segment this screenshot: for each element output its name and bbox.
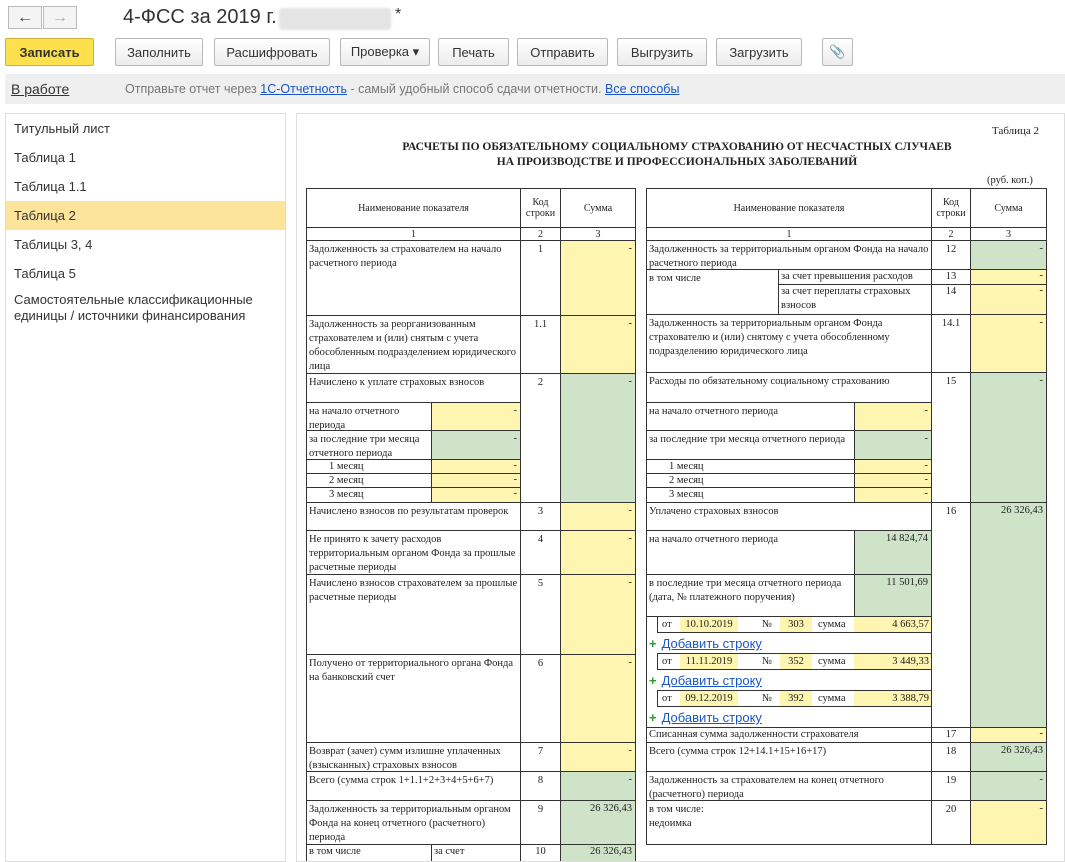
sidebar-item-table-2[interactable]: Таблица 2 xyxy=(6,201,285,230)
col-number-3: 3 xyxy=(560,227,636,241)
row-15-sum xyxy=(970,372,1047,503)
row-15-month-1-input[interactable] xyxy=(854,459,932,474)
add-row-3-link[interactable]: Добавить строку xyxy=(661,710,762,725)
payment-row-3 xyxy=(657,690,932,707)
units-label: (руб. коп.) xyxy=(987,175,1033,186)
row-14-1-sum-value: - xyxy=(1039,317,1043,328)
row-18-sum-value: 26 326,43 xyxy=(1001,745,1043,756)
row-2-sum xyxy=(560,373,636,503)
row-14-1-sum-input[interactable] xyxy=(970,314,1047,373)
import-button[interactable]: Загрузить xyxy=(716,38,802,66)
document-title: 4-ФСС за 2019 г. xyxy=(123,6,277,28)
payment-1-sum-input[interactable]: 4 663,57 xyxy=(854,617,932,632)
row-9-label: Задолженность за территориальным органом Фонда на конец отчетного (расчетного) периода xyxy=(306,800,521,845)
sidebar-item-table-1-1[interactable]: Таблица 1.1 xyxy=(14,179,87,194)
row-15-sum-value: - xyxy=(1039,375,1043,386)
redacted-org-name xyxy=(279,8,391,30)
sidebar-item-table-5[interactable]: Таблица 5 xyxy=(14,266,76,281)
row-20-sum-input[interactable] xyxy=(970,800,1047,845)
right-header-sum: Сумма xyxy=(970,188,1047,228)
row-2-code: 2 xyxy=(520,373,561,503)
right-col-number-1: 1 xyxy=(646,227,932,241)
toolbar xyxy=(0,38,1065,68)
row-1-sum-value: - xyxy=(628,243,632,254)
row-3-code: 3 xyxy=(520,502,561,531)
row-3-label: Начислено взносов по результатам проверок xyxy=(306,502,521,531)
form-title-line-2: НА ПРОИЗВОДСТВЕ И ПРОФЕССИОНАЛЬНЫХ ЗАБОЛЕВАНИЙ xyxy=(496,156,858,168)
row-13-sum-value: - xyxy=(1039,270,1043,281)
payment-1-number-input[interactable]: 303 xyxy=(780,617,812,632)
sidebar-item-title-page[interactable]: Титульный лист xyxy=(14,121,111,136)
row-15-month-1-value: - xyxy=(924,460,928,471)
row-7-code: 7 xyxy=(520,742,561,772)
row-16-last3-value: 11 501,69 xyxy=(886,577,928,588)
payment-3-sum-label: сумма xyxy=(818,693,846,704)
right-header-indicator-name: Наименование показателя xyxy=(646,188,932,228)
row-15-last3-label: за последние три месяца отчетного периода xyxy=(646,430,855,460)
modified-indicator: * xyxy=(395,6,402,23)
row-2-sum-value: - xyxy=(628,376,632,387)
1c-reporting-link[interactable]: 1С-Отчетность xyxy=(260,82,347,96)
row-16-start-value-cell xyxy=(854,530,932,575)
check-dropdown-button[interactable]: Проверка ▾ xyxy=(340,38,430,66)
row-20-sum-value: - xyxy=(1039,803,1043,814)
payment-row-1 xyxy=(657,616,932,633)
paperclip-icon[interactable]: 📎 xyxy=(822,38,853,66)
status-message-text-2: - самый удобный способ сдачи отчетности. xyxy=(346,82,605,96)
row-9-code: 9 xyxy=(520,800,561,845)
row-15-label: Расходы по обязательному социальному страхованию xyxy=(646,372,932,503)
row-15-start-input[interactable] xyxy=(854,402,932,431)
row-6-code: 6 xyxy=(520,654,561,743)
row-19-label: Задолженность за страхователем на конец отчетного (расчетного) периода xyxy=(646,771,932,801)
row-16-last3-label: в последние три месяца отчетного периода (дата, № платежного поручения) xyxy=(646,574,855,617)
month-1-input[interactable] xyxy=(431,459,521,474)
row-17-sum-value: - xyxy=(1039,728,1043,739)
row-9-sum xyxy=(560,800,636,845)
row-10-label-a: в том числе xyxy=(306,844,432,862)
row-19-sum xyxy=(970,771,1047,801)
add-row-3-plus-icon: + xyxy=(649,710,657,725)
row-5-code: 5 xyxy=(520,574,561,655)
payment-1-sum-label: сумма xyxy=(818,619,846,630)
row-2-start-value: - xyxy=(513,405,517,416)
row-17-code: 17 xyxy=(931,727,971,743)
row-6-label: Получено от территориального органа Фонда на банковский счет xyxy=(306,654,521,743)
row-16-sum xyxy=(970,502,1047,728)
row-7-label: Возврат (зачет) сумм излишне уплаченных (взысканных) страховых взносов xyxy=(306,742,521,772)
add-row-1-link[interactable]: Добавить строку xyxy=(661,636,762,651)
row-7-sum-value: - xyxy=(628,745,632,756)
row-15-last3-value: - xyxy=(924,433,928,444)
payment-2-number-label: № xyxy=(762,656,773,667)
form-title-line-1: РАСЧЕТЫ ПО ОБЯЗАТЕЛЬНОМУ СОЦИАЛЬНОМУ СТРАХОВАНИЮ ОТ НЕСЧАСТНЫХ СЛУЧАЕВ xyxy=(402,141,952,153)
month-3-value: - xyxy=(513,488,517,499)
row-16-last3-value-cell xyxy=(854,574,932,617)
row-13-14-group-label: в том числе xyxy=(646,269,779,315)
row-15-month-1-label: 1 месяц xyxy=(646,459,855,474)
month-2-value: - xyxy=(513,474,517,485)
row-20-code: 20 xyxy=(931,800,971,845)
payment-1-from-label: от xyxy=(662,619,672,630)
row-2-last3-total xyxy=(431,430,521,460)
month-2-label: 2 месяц xyxy=(306,473,432,488)
month-3-label: 3 месяц xyxy=(306,487,432,503)
save-button[interactable]: Записать xyxy=(5,38,94,66)
row-12-code: 12 xyxy=(931,240,971,270)
row-16-start-label: на начало отчетного периода xyxy=(646,530,855,575)
row-2-start-label: на начало отчетного периода xyxy=(306,402,432,431)
row-15-month-3-input[interactable] xyxy=(854,487,932,503)
row-4-sum-input[interactable] xyxy=(560,530,636,575)
row-3-sum-value: - xyxy=(628,505,632,516)
row-5-sum-input[interactable] xyxy=(560,574,636,655)
col-number-1: 1 xyxy=(306,227,521,241)
row-20-label-a: в том числе: xyxy=(649,804,704,815)
forward-arrow-icon[interactable]: → xyxy=(43,6,77,29)
row-13-code: 13 xyxy=(931,269,971,285)
row-1-sum-input[interactable] xyxy=(560,240,636,316)
row-18-code: 18 xyxy=(931,742,971,772)
col-number-2: 2 xyxy=(520,227,561,241)
payment-3-number-label: № xyxy=(762,693,773,704)
export-button[interactable]: Выгрузить xyxy=(617,38,707,66)
decode-button[interactable]: Расшифровать xyxy=(214,38,330,66)
add-row-2[interactable] xyxy=(649,673,762,688)
row-14-sum-input[interactable] xyxy=(970,284,1047,315)
table-number: Таблица 2 xyxy=(992,125,1040,137)
payment-1-number-label: № xyxy=(762,619,773,630)
print-button[interactable]: Печать xyxy=(438,38,509,66)
row-8-code: 8 xyxy=(520,771,561,801)
status-bar xyxy=(5,74,1065,104)
row-1-label: Задолженность за страхователем на начало расчетного периода xyxy=(306,240,521,316)
row-15-month-2-label: 2 месяц xyxy=(646,473,855,488)
row-4-sum-value: - xyxy=(628,533,632,544)
row-1-1-sum-value: - xyxy=(628,318,632,329)
row-6-sum-input[interactable] xyxy=(560,654,636,743)
row-2-start-input[interactable] xyxy=(431,402,521,431)
right-col-number-3: 3 xyxy=(970,227,1047,241)
row-6-sum-value: - xyxy=(628,657,632,668)
month-1-label: 1 месяц xyxy=(306,459,432,474)
right-header-row-code: Код строки xyxy=(931,188,971,228)
row-15-month-3-label: 3 месяц xyxy=(646,487,855,503)
row-12-sum-value: - xyxy=(1039,243,1043,254)
row-5-sum-value: - xyxy=(628,577,632,588)
all-methods-link[interactable]: Все способы xyxy=(604,82,680,96)
row-17-sum-input[interactable] xyxy=(970,727,1047,743)
row-3-sum-input[interactable] xyxy=(560,502,636,531)
row-7-sum-input[interactable] xyxy=(560,742,636,772)
sections-sidebar xyxy=(5,113,286,862)
row-16-sum-value: 26 326,43 xyxy=(1001,505,1043,516)
row-15-month-2-value: - xyxy=(924,474,928,485)
row-17-label: Списанная сумма задолженности страхователя xyxy=(646,727,932,743)
row-8-label: Всего (сумма строк 1+1.1+2+3+4+5+6+7) xyxy=(306,771,521,801)
row-15-month-2-input[interactable] xyxy=(854,473,932,488)
row-2-last3-value: - xyxy=(513,433,517,444)
row-10-sum-value: 26 326,43 xyxy=(590,846,632,857)
row-4-code: 4 xyxy=(520,530,561,575)
row-14-1-label: Задолженность за территориальным органом Фонда страхователю и (или) снятому с учета обособленному подразделению юридического лица xyxy=(646,314,932,373)
row-1-code: 1 xyxy=(520,240,561,316)
header-sum: Сумма xyxy=(560,188,636,228)
month-2-input[interactable] xyxy=(431,473,521,488)
row-14-code: 14 xyxy=(931,284,971,315)
row-4-label: Не принято к зачету расходов территориальным органом Фонда за прошлые расчетные периоды xyxy=(306,530,521,575)
payment-2-date-input[interactable]: 11.11.2019 xyxy=(680,654,738,669)
row-19-sum-value: - xyxy=(1039,774,1043,785)
row-18-label: Всего (сумма строк 12+14.1+15+16+17) xyxy=(646,742,932,772)
row-10-sum xyxy=(560,844,636,862)
row-2-label: Начислено к уплате страховых взносов xyxy=(306,373,521,503)
row-15-code: 15 xyxy=(931,372,971,503)
sidebar-item-classification-units[interactable]: Самостоятельные классификационные единицы / источники финансирования xyxy=(14,292,253,323)
back-arrow-icon[interactable]: ← xyxy=(8,6,42,29)
row-8-sum-value: - xyxy=(628,774,632,785)
add-row-3[interactable] xyxy=(649,710,762,725)
payment-row-2 xyxy=(657,653,932,670)
add-row-2-link[interactable]: Добавить строку xyxy=(661,673,762,688)
row-12-sum xyxy=(970,240,1047,270)
row-15-start-label: на начало отчетного периода xyxy=(646,402,855,431)
payment-2-sum-input[interactable]: 3 449,33 xyxy=(854,654,932,669)
title-bar xyxy=(0,0,1065,36)
payment-2-number-input[interactable]: 352 xyxy=(780,654,812,669)
month-1-value: - xyxy=(513,460,517,471)
send-button[interactable]: Отправить xyxy=(517,38,608,66)
row-1-1-code: 1.1 xyxy=(520,315,561,374)
row-2-last3-label: за последние три месяца отчетного периода xyxy=(306,430,432,460)
row-20-label-b: недоимка xyxy=(649,818,692,829)
row-8-sum xyxy=(560,771,636,801)
payment-3-from-label: от xyxy=(662,693,672,704)
payment-3-sum-input[interactable]: 3 388,79 xyxy=(854,691,932,706)
report-form-scroll[interactable] xyxy=(296,113,1065,862)
row-14-1-code: 14.1 xyxy=(931,314,971,373)
row-15-month-3-value: - xyxy=(924,488,928,499)
table-2-form xyxy=(297,114,1065,862)
row-10-code: 10 xyxy=(520,844,561,862)
row-16-start-value: 14 824,74 xyxy=(886,533,928,544)
payment-3-number-input[interactable]: 392 xyxy=(780,691,812,706)
status-message xyxy=(125,82,679,96)
payment-3-date-input[interactable]: 09.12.2019 xyxy=(680,691,738,706)
payment-1-date-input[interactable]: 10.10.2019 xyxy=(680,617,738,632)
status-link[interactable]: В работе xyxy=(11,81,70,97)
row-15-start-value: - xyxy=(924,405,928,416)
row-13-label: за счет превышения расходов xyxy=(778,269,932,285)
row-19-code: 19 xyxy=(931,771,971,801)
fill-button[interactable]: Заполнить xyxy=(115,38,203,66)
sidebar-item-table-1[interactable]: Таблица 1 xyxy=(14,150,76,165)
row-10-label-b: за счет xyxy=(431,844,521,862)
row-13-sum-input[interactable] xyxy=(970,269,1047,285)
row-18-sum xyxy=(970,742,1047,772)
payment-2-from-label: от xyxy=(662,656,672,667)
row-1-1-label: Задолженность за реорганизованным страхователем и (или) снятым с учета обособленным подразделением юридического лица xyxy=(306,315,521,374)
add-row-1-plus-icon: + xyxy=(649,636,657,651)
payment-2-sum-label: сумма xyxy=(818,656,846,667)
header-row-code: Код строки xyxy=(520,188,561,228)
row-1-1-sum-input[interactable] xyxy=(560,315,636,374)
add-row-2-plus-icon: + xyxy=(649,673,657,688)
right-col-number-2: 2 xyxy=(931,227,971,241)
header-indicator-name: Наименование показателя xyxy=(306,188,521,228)
row-15-last3-total xyxy=(854,430,932,460)
sidebar-item-tables-3-4[interactable]: Таблицы 3, 4 xyxy=(14,237,93,252)
row-20-label xyxy=(646,800,932,845)
row-14-sum-value: - xyxy=(1039,285,1043,296)
status-message-text-1: Отправьте отчет через xyxy=(125,82,261,96)
add-row-1[interactable] xyxy=(649,636,762,651)
row-12-label: Задолженность за территориальным органом Фонда на начало расчетного периода xyxy=(646,240,932,270)
row-16-label: Уплачено страховых взносов xyxy=(646,502,932,728)
row-14-label: за счет переплаты страховых взносов xyxy=(778,284,932,315)
row-5-label: Начислено взносов страхователем за прошлые расчетные периоды xyxy=(306,574,521,655)
row-16-code: 16 xyxy=(931,502,971,728)
row-9-sum-value: 26 326,43 xyxy=(590,803,632,814)
month-3-input[interactable] xyxy=(431,487,521,503)
